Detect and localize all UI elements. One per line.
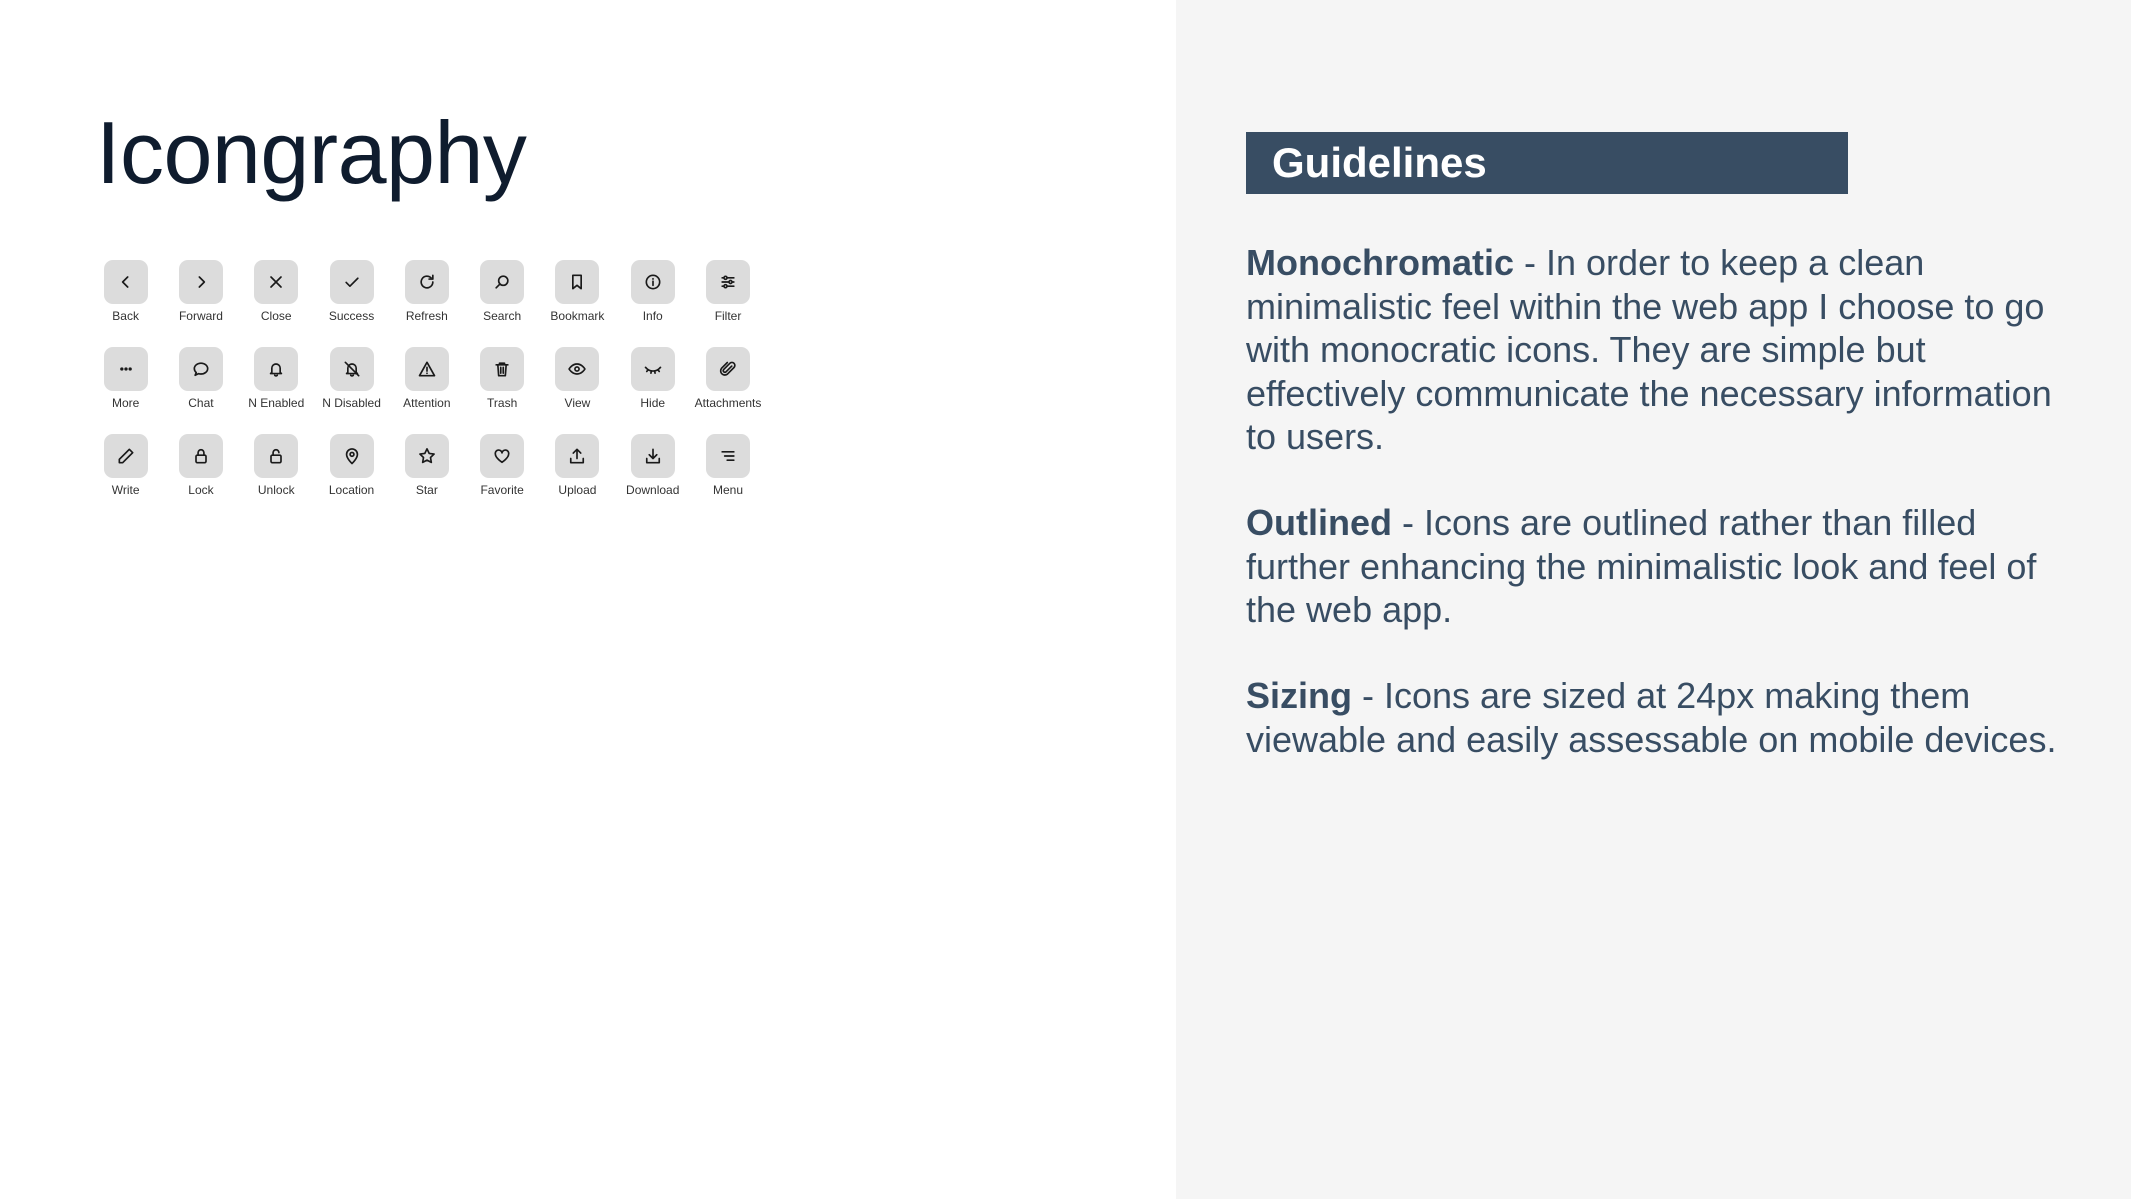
icon-item-star (389, 434, 464, 497)
bookmark-icon (555, 260, 599, 304)
icon-label: Attention (403, 396, 451, 410)
pencil-icon (104, 434, 148, 478)
icon-item-success (314, 260, 389, 323)
chevron-right-icon (179, 260, 223, 304)
icon-item-bookmark (540, 260, 615, 323)
more-icon (104, 347, 148, 391)
icon-label: Unlock (257, 483, 295, 497)
icon-label: Chat (188, 396, 214, 410)
icon-label: Search (483, 309, 522, 323)
paperclip-icon (706, 347, 750, 391)
icon-item-close (239, 260, 314, 323)
icon-label: Download (626, 483, 680, 497)
icon-item-info (615, 260, 690, 323)
icon-item-favorite (464, 434, 539, 497)
icon-label: N Enabled (248, 396, 305, 410)
icon-item-hide (615, 347, 690, 410)
icon-label: Upload (558, 483, 597, 497)
guideline-sizing (1246, 674, 2076, 761)
menu-icon (706, 434, 750, 478)
trash-icon (480, 347, 524, 391)
chevron-left-icon (104, 260, 148, 304)
icon-label: Info (642, 309, 663, 323)
icon-item-n-enabled (239, 347, 314, 410)
icon-label: Location (328, 483, 375, 497)
unlock-icon (254, 434, 298, 478)
icon-item-chat (163, 347, 238, 410)
guideline-text: - Icons are sized at 24px making them viewable and easily assessable on mobile devices. (1246, 675, 2057, 760)
close-icon (254, 260, 298, 304)
icon-item-n-disabled (314, 347, 389, 410)
icon-item-view (540, 347, 615, 410)
guideline-term: Monochromatic (1246, 242, 1515, 283)
icon-item-filter (690, 260, 765, 323)
icon-label: Attachments (694, 396, 762, 410)
icon-label: View (564, 396, 591, 410)
page-title: Icongraphy (96, 103, 527, 202)
icon-item-search (464, 260, 539, 323)
info-icon (631, 260, 675, 304)
icon-item-unlock (239, 434, 314, 497)
icon-label: Refresh (405, 309, 448, 323)
guideline-text: - Icons are outlined rather than filled further enhancing the minimalistic look and feel of the web app. (1246, 502, 2037, 630)
heart-icon (480, 434, 524, 478)
filter-icon (706, 260, 750, 304)
search-icon (480, 260, 524, 304)
icon-label: N Disabled (322, 396, 381, 410)
guideline-outlined (1246, 501, 2076, 632)
icon-item-location (314, 434, 389, 497)
guideline-text: - In order to keep a clean minimalistic feel within the web app I choose to go with monocratic icons. They are simple but effectively communicate the necessary information to users. (1246, 242, 2052, 457)
icon-grid (88, 260, 766, 497)
icon-item-attention (389, 347, 464, 410)
icon-item-back (88, 260, 163, 323)
icon-label: More (111, 396, 140, 410)
icon-item-forward (163, 260, 238, 323)
icon-label: Filter (714, 309, 742, 323)
eye-icon (555, 347, 599, 391)
icon-label: Lock (188, 483, 214, 497)
icon-item-menu (690, 434, 765, 497)
icon-label: Star (415, 483, 438, 497)
icon-item-write (88, 434, 163, 497)
icon-item-trash (464, 347, 539, 410)
lock-icon (179, 434, 223, 478)
icon-label: Close (260, 309, 292, 323)
bell-icon (254, 347, 298, 391)
icon-label: Success (328, 309, 375, 323)
eye-closed-icon (631, 347, 675, 391)
bell-off-icon (330, 347, 374, 391)
download-icon (631, 434, 675, 478)
icon-item-lock (163, 434, 238, 497)
icon-label: Forward (178, 309, 223, 323)
guidelines-header (1246, 132, 1848, 194)
icon-item-attachments (690, 347, 765, 410)
icon-label: Back (112, 309, 139, 323)
icon-item-more (88, 347, 163, 410)
icon-label: Hide (640, 396, 666, 410)
star-icon (405, 434, 449, 478)
icon-label: Write (111, 483, 140, 497)
icon-label: Trash (487, 396, 518, 410)
guideline-term: Sizing (1246, 675, 1352, 716)
guidelines-title: Guidelines (1272, 139, 1487, 186)
icon-label: Menu (713, 483, 744, 497)
icon-item-upload (540, 434, 615, 497)
refresh-icon (405, 260, 449, 304)
guideline-monochromatic (1246, 241, 2076, 459)
guideline-term: Outlined (1246, 502, 1392, 543)
icon-item-refresh (389, 260, 464, 323)
icon-label: Favorite (480, 483, 524, 497)
chat-icon (179, 347, 223, 391)
icon-item-download (615, 434, 690, 497)
location-pin-icon (330, 434, 374, 478)
upload-icon (555, 434, 599, 478)
warning-icon (405, 347, 449, 391)
check-icon (330, 260, 374, 304)
icon-label: Bookmark (550, 309, 605, 323)
